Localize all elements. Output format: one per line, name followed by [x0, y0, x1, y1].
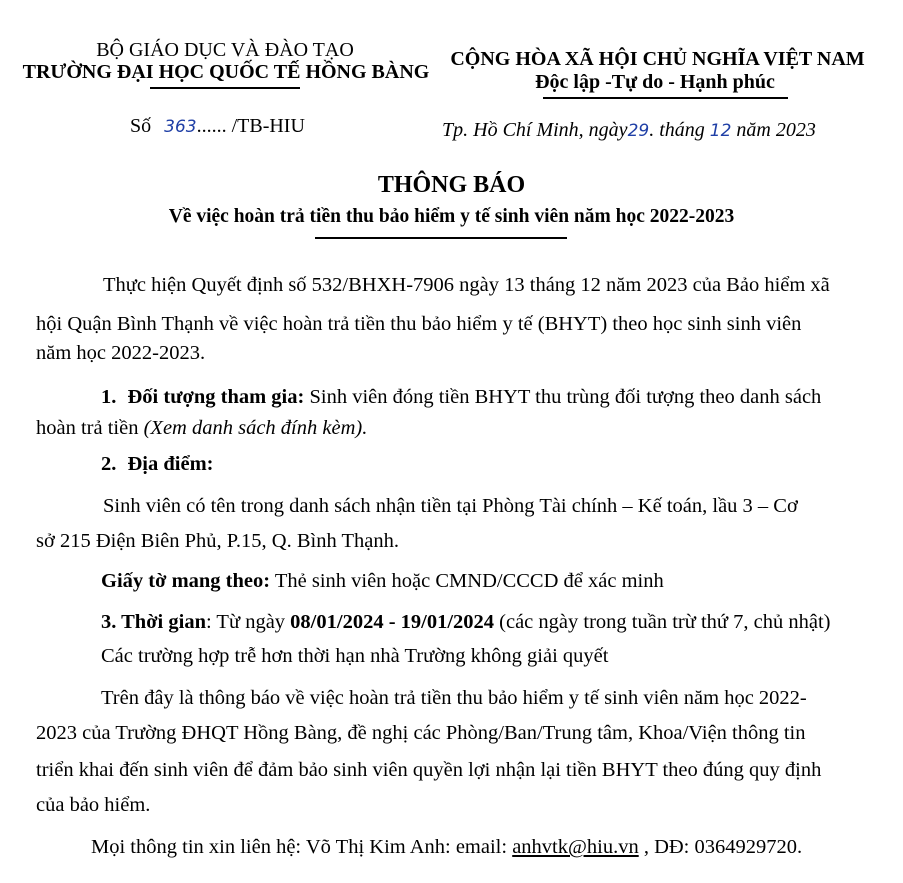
- location-line-2: sở 215 Điện Biên Phủ, P.15, Q. Bình Thạnh.: [36, 530, 399, 552]
- section-1-line-2: [36, 415, 367, 441]
- contact-suffix: , DĐ: 0364929720.: [643, 836, 803, 858]
- subtitle-underline: [315, 237, 567, 239]
- documents-text: Thẻ sinh viên hoặc CMND/CCCD để xác minh: [274, 570, 664, 592]
- location-line-1: Sinh viên có tên trong danh sách nhận tiền tại Phòng Tài chính – Kế toán, lầu 3 – Cơ: [103, 495, 798, 517]
- university-name: TRƯỜNG ĐẠI HỌC QUỐC TẾ HỒNG BÀNG: [22, 61, 430, 83]
- contact-prefix: Mọi thông tin xin liên hệ: Võ Thị Kim Anh: email:: [91, 836, 508, 858]
- intro-line-2: hội Quận Bình Thạnh về việc hoàn trả tiền thu bảo hiểm y tế (BHYT) theo học sinh sinh viên: [36, 313, 802, 335]
- section-3-from: : Từ ngày: [205, 611, 286, 633]
- issue-date: [442, 118, 816, 143]
- document-subtitle: Về việc hoàn trả tiền thu bảo hiểm y tế sinh viên năm học 2022-2023: [168, 206, 735, 227]
- closing-line-4: của bảo hiểm.: [36, 794, 151, 816]
- number-dots: ......: [196, 115, 227, 137]
- section-3-time: [101, 609, 830, 635]
- month-label: . tháng: [649, 119, 705, 141]
- national-motto: Độc lập -Tự do - Hạnh phúc: [535, 71, 775, 93]
- year-label: năm 2023: [736, 119, 816, 141]
- handwritten-number: 363: [164, 117, 197, 137]
- late-notice: Các trường hợp trễ hơn thời hạn nhà Trường không giải quyết: [101, 645, 609, 667]
- contact-line: [91, 834, 802, 860]
- documents-label: Giấy tờ mang theo:: [101, 570, 271, 592]
- motto-underline: [543, 97, 788, 99]
- section-2-heading: [101, 451, 213, 477]
- ministry-name: BỘ GIÁO DỤC VÀ ĐÀO TẠO: [96, 39, 354, 61]
- section-1-line-2-text: hoàn trả tiền: [36, 417, 139, 439]
- documents-required: [101, 568, 664, 594]
- intro-line-1: Thực hiện Quyết định số 532/BHXH-7906 ngày 13 tháng 12 năm 2023 của Bảo hiểm xã: [103, 274, 830, 296]
- republic-name: CỘNG HÒA XÃ HỘI CHỦ NGHĨA VIỆT NAM: [450, 48, 865, 70]
- number-prefix: Số: [130, 115, 152, 137]
- closing-line-2: 2023 của Trường ĐHQT Hồng Bàng, đề nghị các Phòng/Ban/Trung tâm, Khoa/Viện thông tin: [36, 722, 806, 744]
- closing-line-1: Trên đây là thông báo về việc hoàn trả tiền thu bảo hiểm y tế sinh viên năm học 2022-: [101, 687, 807, 709]
- section-2-number: 2.: [101, 453, 117, 475]
- closing-line-3: triển khai đến sinh viên để đảm bảo sinh viên quyền lợi nhận lại tiền BHYT theo đúng quy định: [36, 759, 822, 781]
- attachment-note: (Xem danh sách đính kèm).: [143, 417, 368, 439]
- contact-email-link[interactable]: anhvtk@hiu.vn: [512, 836, 639, 858]
- section-1-number: 1.: [101, 386, 117, 408]
- handwritten-day: 29: [627, 121, 650, 141]
- date-range-note: (các ngày trong tuần trừ thứ 7, chủ nhật): [499, 611, 831, 633]
- section-3-label: 3. Thời gian: [101, 611, 206, 633]
- number-suffix: /TB-HIU: [231, 115, 305, 137]
- handwritten-month: 12: [709, 121, 732, 141]
- section-1-label: Đối tượng tham gia:: [127, 386, 305, 408]
- section-1-heading: [101, 384, 821, 410]
- section-1-text: Sinh viên đóng tiền BHYT thu trùng đối tượng theo danh sách: [309, 386, 822, 408]
- intro-line-3: năm học 2022-2023.: [36, 342, 206, 364]
- document-title: THÔNG BÁO: [377, 172, 526, 198]
- university-underline: [150, 87, 300, 89]
- date-range: 08/01/2024 - 19/01/2024: [290, 611, 495, 633]
- section-2-label: Địa điểm:: [127, 453, 214, 475]
- date-prefix: Tp. Hồ Chí Minh, ngày: [442, 119, 628, 141]
- document-number: [130, 114, 305, 139]
